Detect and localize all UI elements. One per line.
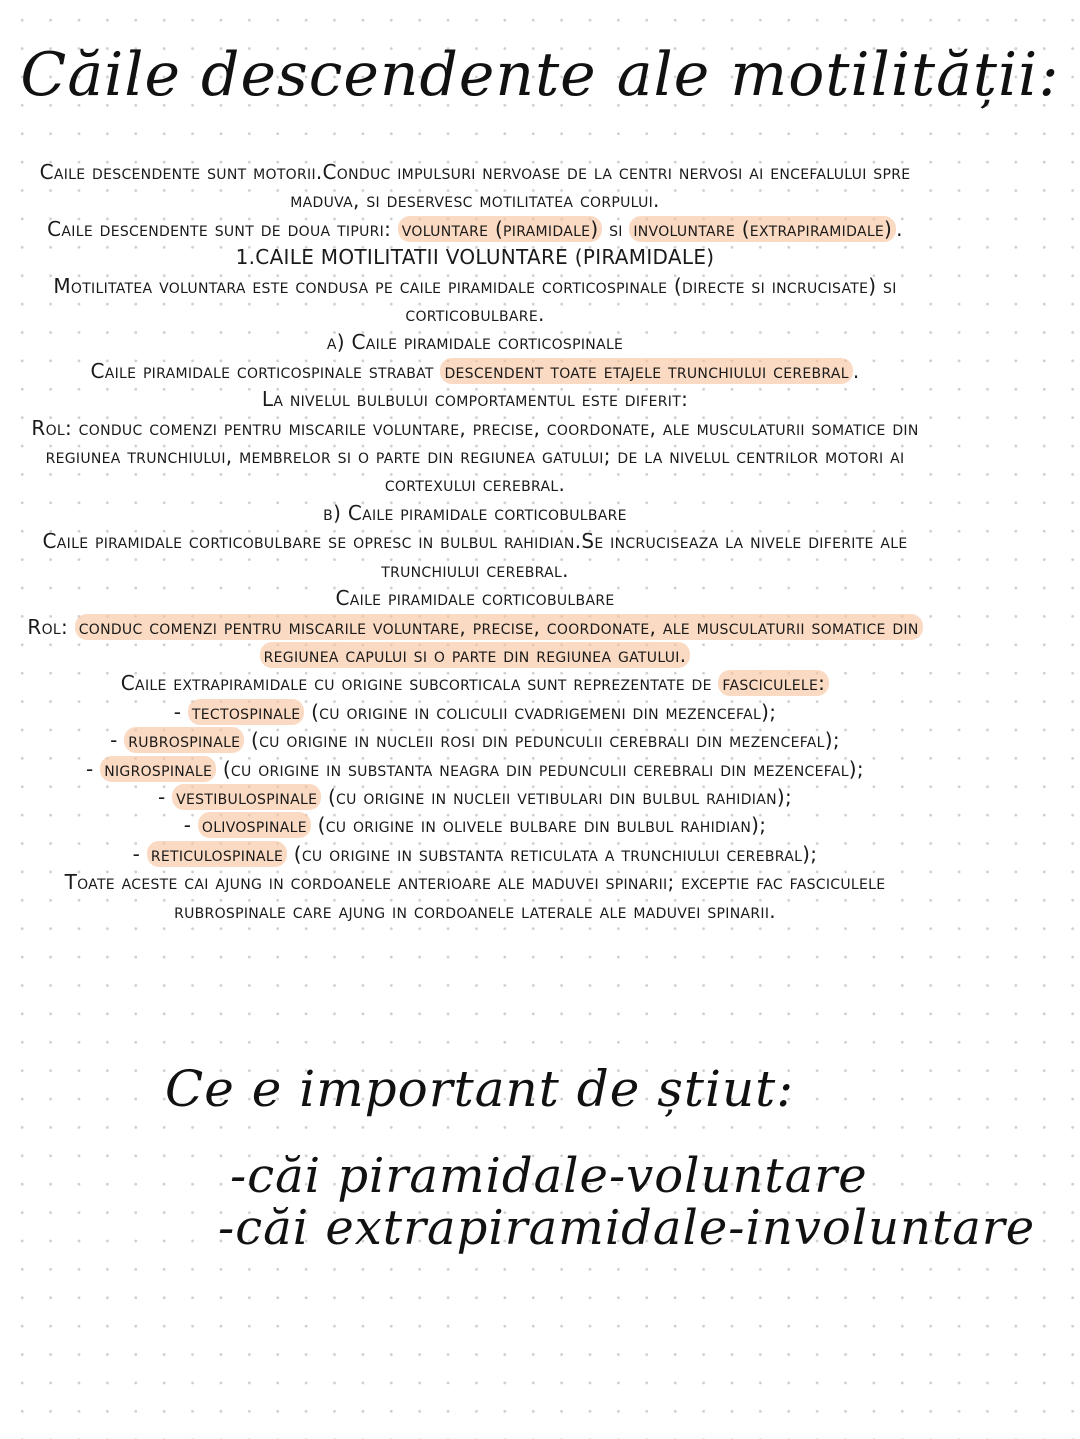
text-run: La nivelul bulbului comportamentul este diferit:: [261, 387, 689, 412]
text-run: -: [157, 784, 173, 809]
text-run: Motilitatea voluntara este condusa pe caile piramidale corticospinale (directe si incrucisate) si corticobulbare.: [53, 273, 897, 327]
text-run: Caile piramidale corticobulbare se opresc in bulbul rahidian.Se incruciseaza la nivele diferite ale trunchiului cerebral.: [42, 529, 908, 582]
text-run: Caile piramidale corticobulbare: [335, 586, 615, 611]
text-run: (cu origine in nucleii vetibulari din bulbul rahidian);: [321, 784, 793, 809]
page-title: Căile descendente ale motilității:: [20, 40, 1060, 110]
paragraph: [10, 613, 940, 670]
text-run: b) Caile piramidale corticobulbare: [323, 500, 627, 525]
paragraph: [10, 868, 940, 925]
text-run: Caile descendente sunt de doua tipuri:: [47, 216, 398, 241]
text-run: -: [183, 813, 198, 838]
summary-item-pyramidal: -căi piramidale-voluntare: [230, 1148, 868, 1204]
highlighted-text: reticulospinale: [147, 841, 287, 867]
paragraph: [10, 385, 940, 413]
paragraph: [10, 527, 940, 584]
paragraph: [10, 698, 940, 726]
text-run: (cu origine in nucleii rosi din pedunculii cerebrali din mezencefal);: [244, 728, 840, 753]
paragraph: [10, 811, 940, 839]
text-run: .: [896, 216, 903, 241]
paragraph: [10, 584, 940, 612]
highlighted-text: rubrospinale: [124, 727, 244, 753]
highlighted-text: conduc comenzi pentru miscarile voluntare, precise, coordonate, ale musculaturii somatice din regiunea capului si o parte din regiunea gatului.: [75, 614, 923, 668]
paragraph: [10, 328, 940, 356]
paragraph: [10, 755, 940, 783]
text-run: Rol:: [27, 614, 75, 639]
text-run: (cu origine in coliculii cvadrigemeni din mezencefal);: [304, 699, 777, 724]
highlighted-text: tectospinale: [188, 699, 305, 725]
text-run: -: [173, 699, 188, 724]
text-run: si: [602, 216, 630, 241]
text-run: (cu origine in substanta reticulata a trunchiului cerebral);: [287, 841, 818, 866]
paragraph: [10, 357, 940, 385]
text-run: Toate aceste cai ajung in cordoanele anterioare ale maduvei spinarii; exceptie fac fasciculele rubrospinale care ajung in cordoanele laterale ale maduvei spinarii.: [64, 870, 886, 923]
highlighted-text: involuntare (extrapiramidale): [629, 216, 896, 242]
text-run: Caile descendente sunt motorii.Conduc impulsuri nervoase de la centri nervosi ai encefalului spre maduva, si deservesc motilitatea corpului.: [39, 160, 911, 213]
paragraph: [10, 783, 940, 811]
paragraph: [10, 215, 940, 243]
highlighted-text: olivospinale: [198, 812, 311, 838]
paragraph: [10, 499, 940, 527]
text-run: (cu origine in olivele bulbare din bulbul rahidian);: [310, 813, 767, 838]
text-run: Caile extrapiramidale cu origine subcorticala sunt reprezentate de: [120, 671, 719, 696]
paragraph: [10, 414, 940, 499]
paragraph: [10, 158, 940, 215]
highlighted-text: voluntare (piramidale): [398, 216, 603, 242]
highlighted-text: nigrospinale: [100, 756, 216, 782]
text-run: -: [110, 728, 125, 753]
paragraph: [10, 840, 940, 868]
highlighted-text: fasciculele:: [718, 670, 829, 696]
highlighted-text: vestibulospinale: [172, 784, 321, 810]
text-run: -: [132, 841, 147, 866]
paragraph: [10, 726, 940, 754]
text-run: Caile piramidale corticospinale strabat: [90, 358, 441, 383]
text-run: 1.CAILE MOTILITATII VOLUNTARE (PIRAMIDALE): [235, 245, 715, 270]
text-run: -: [86, 756, 101, 781]
summary-item-extrapyramidal: -căi extrapiramidale-involuntare: [218, 1200, 1036, 1256]
summary-heading: Ce e important de știut:: [165, 1060, 795, 1118]
text-run: .: [852, 358, 860, 383]
notes-body: [10, 158, 940, 925]
paragraph: [10, 243, 940, 271]
highlighted-text: descendent toate etajele trunchiului cerebral: [440, 358, 852, 384]
text-run: a) Caile piramidale corticospinale: [326, 330, 624, 355]
paragraph: [10, 272, 940, 329]
text-run: Rol: conduc comenzi pentru miscarile voluntare, precise, coordonate, ale musculaturii somatice din regiunea trunchiului, membrelor si o parte din regiunea gatului; de la nivelul centrilor motori ai cortexului cerebral.: [31, 415, 919, 497]
paragraph: [10, 669, 940, 697]
text-run: (cu origine in substanta neagra din pedunculii cerebrali din mezencefal);: [216, 756, 864, 781]
